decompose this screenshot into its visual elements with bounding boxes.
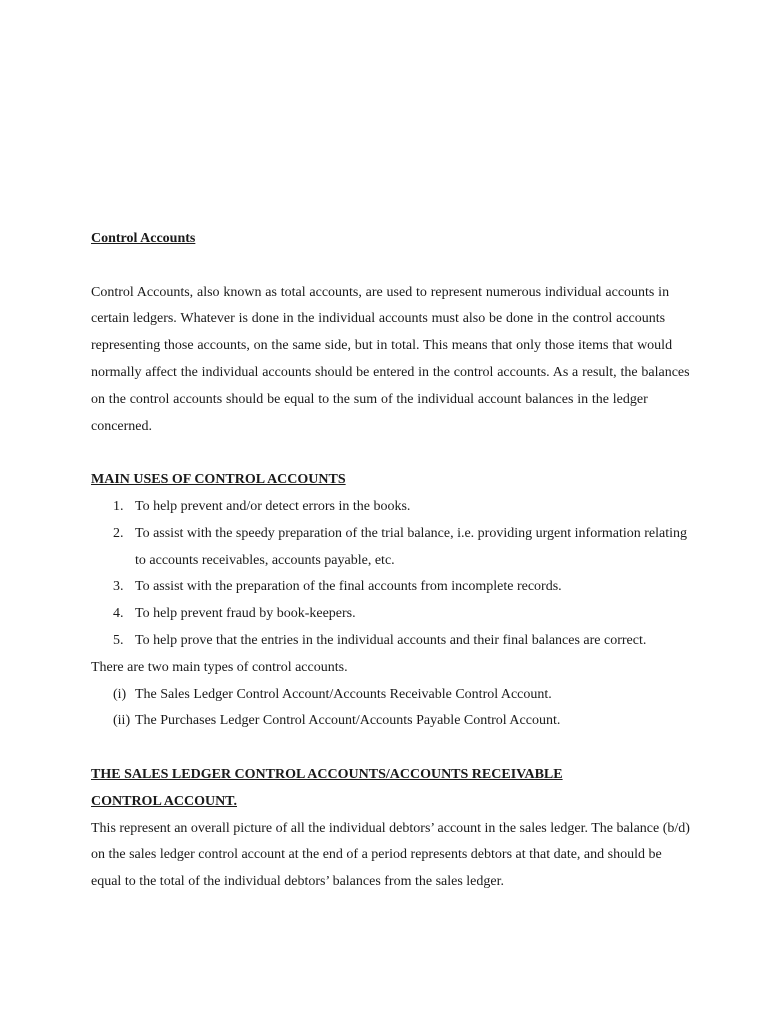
types-intro: There are two main types of control accounts. — [91, 659, 348, 675]
list-number: 3. — [113, 579, 124, 595]
list-number: (ii) — [113, 713, 131, 729]
list-item-text: The Purchases Ledger Control Account/Accounts Payable Control Account. — [135, 713, 561, 729]
list-number: 1. — [113, 498, 124, 514]
uses-heading: MAIN USES OF CONTROL ACCOUNTS — [91, 472, 346, 488]
list-item-text: To help prevent fraud by book-keepers. — [135, 606, 356, 622]
spacer — [91, 253, 691, 280]
list-item — [91, 682, 691, 709]
list-item-text: To help prevent and/or detect errors in the books. — [135, 498, 411, 514]
list-item — [91, 628, 691, 655]
spacer — [91, 735, 691, 762]
document-page — [91, 226, 691, 896]
intro-paragraph: Control Accounts, also known as total accounts, are used to represent numerous individual accounts in certain ledgers. Whatever is done in the individual accounts must also be done in the control accounts representing those accounts, on the same side, but in total. This means that only those items that would normally affect the individual accounts should be entered in the control accounts. As a result, the balances on the control accounts should be equal to the sum of the individual account balances in the ledger concerned. — [91, 284, 690, 434]
spacer — [91, 440, 691, 467]
list-item-text: To help prove that the entries in the individual accounts and their final balances are correct. — [135, 632, 647, 648]
sales-paragraph: This represent an overall picture of all the individual debtors’ account in the sales ledger. The balance (b/d) on the sales ledger control account at the end of a period represents debtors at that date, and should be equal to the total of the individual debtors’ balances from the sales ledger. — [91, 820, 690, 890]
sales-heading: THE SALES LEDGER CONTROL ACCOUNTS/ACCOUNTS RECEIVABLE CONTROL ACCOUNT. — [91, 766, 563, 809]
list-item — [91, 574, 691, 601]
list-number: (i) — [113, 686, 127, 702]
list-number: 4. — [113, 606, 124, 622]
list-item — [91, 708, 691, 735]
list-item — [91, 494, 691, 521]
list-item — [91, 521, 691, 575]
list-item — [91, 601, 691, 628]
list-item-text: The Sales Ledger Control Account/Accounts Receivable Control Account. — [135, 686, 552, 702]
page-title: Control Accounts — [91, 231, 196, 246]
list-number: 5. — [113, 632, 124, 648]
list-number: 2. — [113, 525, 124, 541]
list-item-text: To assist with the speedy preparation of the trial balance, i.e. providing urgent information relating to accounts receivables, accounts payable, etc. — [135, 525, 687, 568]
list-item-text: To assist with the preparation of the final accounts from incomplete records. — [135, 579, 562, 595]
types-list — [91, 682, 691, 736]
uses-list — [91, 494, 691, 655]
